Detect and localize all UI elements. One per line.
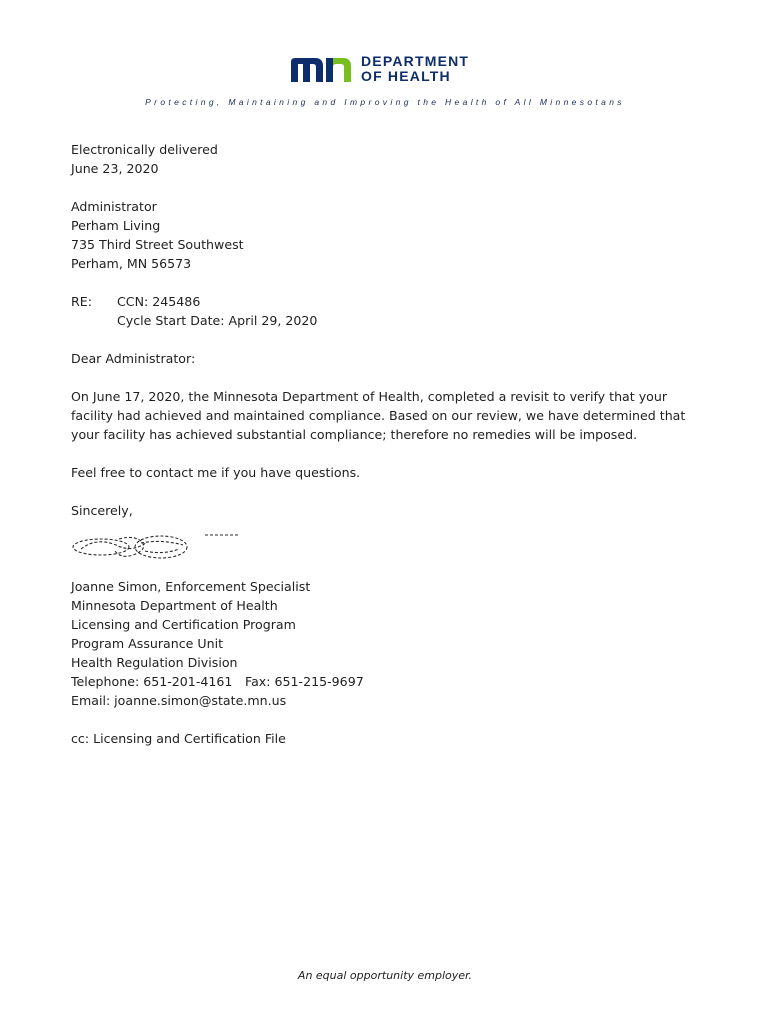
signer-line: Licensing and Certification Program [71, 617, 296, 632]
delivery-block [71, 140, 711, 178]
logo-wordmark [361, 54, 469, 84]
cc-line: cc: Licensing and Certification File [71, 731, 286, 746]
salutation: Dear Administrator: [71, 351, 196, 366]
ccn-line: CCN: 245486 [117, 294, 201, 309]
tagline: Protecting, Maintaining and Improving the Health of All Minnesotans [145, 97, 625, 107]
email: Email: joanne.simon@state.mn.us [71, 693, 287, 708]
letter-date: June 23, 2020 [71, 161, 159, 176]
body-paragraph: On June 17, 2020, the Minnesota Department of Health, completed a revisit to verify that your facility had achieved and maintained compliance. Based on our review, we have determined that your facility has achieved substantial compliance; therefore no remedies will be imposed. [71, 389, 686, 442]
recipient-address [71, 197, 711, 273]
logo-line-2: OF HEALTH [361, 68, 451, 84]
letter-body [71, 140, 711, 748]
re-lines [117, 292, 317, 330]
re-label: RE: [71, 294, 92, 309]
signer-line: Health Regulation Division [71, 655, 238, 670]
recipient-line: Administrator [71, 199, 157, 214]
cycle-start-line: Cycle Start Date: April 29, 2020 [117, 313, 318, 328]
re-block [71, 292, 711, 330]
footer-note: An equal opportunity employer. [297, 969, 473, 982]
recipient-line: 735 Third Street Southwest [71, 237, 244, 252]
telephone: Telephone: 651-201-4161 [71, 674, 233, 689]
logo-line-1: DEPARTMENT [361, 53, 470, 69]
recipient-line: Perham Living [71, 218, 161, 233]
signature-block [71, 577, 711, 710]
recipient-line: Perham, MN 56573 [71, 256, 192, 271]
fax: Fax: 651-215-9697 [245, 674, 364, 689]
signer-line: Program Assurance Unit [71, 636, 224, 651]
signature-image [71, 529, 711, 565]
mn-logo-icon [289, 52, 353, 86]
phone-fax-row [71, 672, 711, 691]
signer-line: Joanne Simon, Enforcement Specialist [71, 579, 311, 594]
signer-line: Minnesota Department of Health [71, 598, 278, 613]
delivery-method: Electronically delivered [71, 142, 218, 157]
closing: Sincerely, [71, 503, 133, 518]
mdh-logo [289, 52, 469, 86]
contact-note: Feel free to contact me if you have questions. [71, 465, 361, 480]
